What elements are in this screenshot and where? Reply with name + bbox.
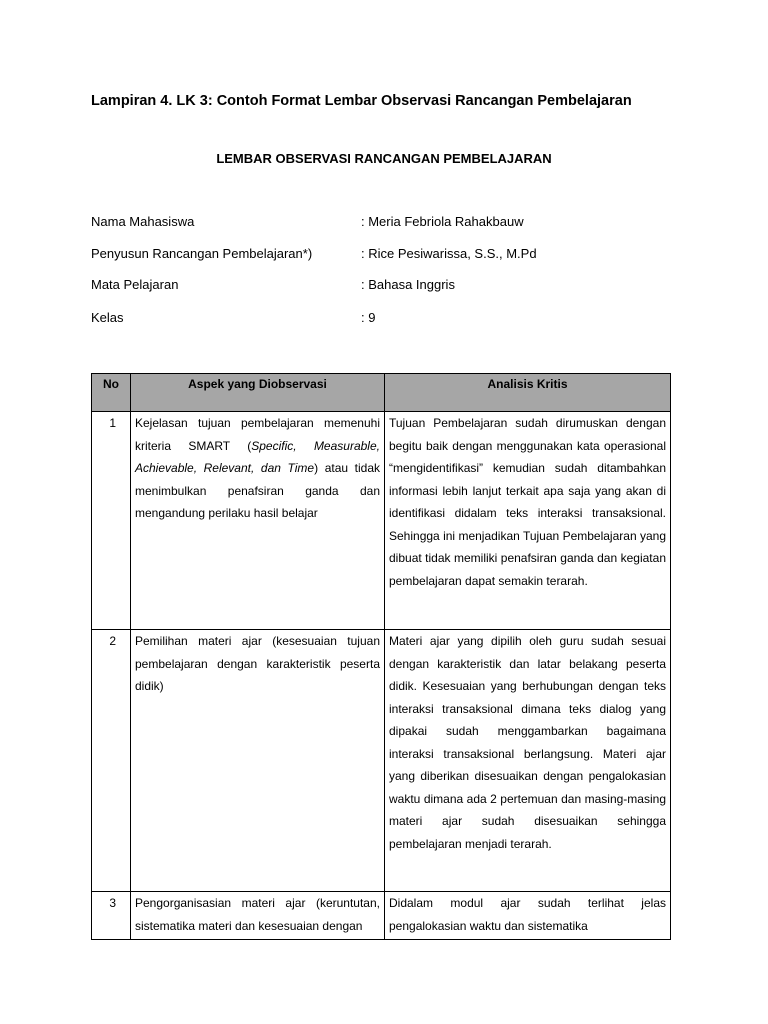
document-heading: Lampiran 4. LK 3: Contoh Format Lembar Observasi Rancangan Pembelajaran — [91, 93, 632, 109]
analysis-cell — [385, 892, 671, 940]
table-row — [92, 630, 671, 892]
table-header-row — [92, 374, 671, 412]
row-number: 2 — [92, 630, 131, 892]
row-number: 3 — [92, 892, 131, 940]
info-label: Mata Pelajaran — [91, 277, 179, 292]
aspect-text — [135, 412, 380, 525]
table-row — [92, 892, 671, 940]
info-label: Kelas — [91, 310, 124, 325]
aspect-cell — [131, 630, 385, 892]
aspect-text: Pengorganisasian materi ajar (keruntutan, sistematika materi dan kesesuaian dengan — [135, 896, 380, 933]
aspect-text-italic: Specific, Measurable, Achievable, Relevant, dan Time — [135, 438, 380, 475]
analysis-cell — [385, 630, 671, 892]
aspect-cell — [131, 412, 385, 630]
info-value: : Rice Pesiwarissa, S.S., M.Pd — [361, 246, 537, 261]
header-no: No — [92, 374, 131, 412]
aspect-text: Pemilihan materi ajar (kesesuaian tujuan pembelajaran dengan karakteristik peserta didik) — [135, 634, 380, 693]
header-aspect: Aspek yang Diobservasi — [131, 374, 385, 412]
analysis-text: Didalam modul ajar sudah terlihat jelas pengalokasian waktu dan sistematika — [389, 896, 666, 933]
analysis-text: Materi ajar yang dipilih oleh guru sudah sesuai dengan karakteristik dan latar belakang peserta didik. Kesesuaian yang berhubungan dengan teks interaksi transaksional dimana teks dialog yang dipakai sudah menggambarkan bagaimana interaksi transaksional berlangsung. Materi ajar yang diberikan disesuaikan dengan pengalokasian waktu dimana ada 2 pertemuan dan masing-masing materi ajar sudah disesuaikan sehingga pembelajaran menjadi terarah. — [389, 634, 666, 851]
row-number: 1 — [92, 412, 131, 630]
table-row — [92, 412, 671, 630]
analysis-cell — [385, 412, 671, 630]
info-value: : Meria Febriola Rahakbauw — [361, 214, 524, 229]
analysis-text: Tujuan Pembelajaran sudah dirumuskan dengan begitu baik dengan menggunakan kata operasional “mengidentifikasi” kemudian sudah ditambahkan informasi lebih lanjut terkait apa saja yang akan di identifikasi didalam teks interaksi transaksional. Sehingga ini menjadikan Tujuan Pembelajaran yang dibuat tidak memiliki penafsiran ganda dan kegiatan pembelajaran dapat semakin terarah. — [389, 416, 666, 588]
observation-table — [91, 373, 671, 940]
info-label: Penyusun Rancangan Pembelajaran*) — [91, 246, 313, 261]
form-title: LEMBAR OBSERVASI RANCANGAN PEMBELAJARAN — [216, 151, 552, 166]
info-value: : 9 — [361, 310, 376, 325]
aspect-text-end: ) atau tidak menimbulkan penafsiran ganda dan mengandung perilaku hasil belajar — [135, 461, 380, 520]
header-analysis: Analisis Kritis — [385, 374, 671, 412]
aspect-cell — [131, 892, 385, 940]
aspect-text-start: Kejelasan tujuan pembelajaran memenuhi kriteria SMART ( — [135, 416, 380, 453]
info-label: Nama Mahasiswa — [91, 214, 195, 229]
info-value: : Bahasa Inggris — [361, 277, 455, 292]
